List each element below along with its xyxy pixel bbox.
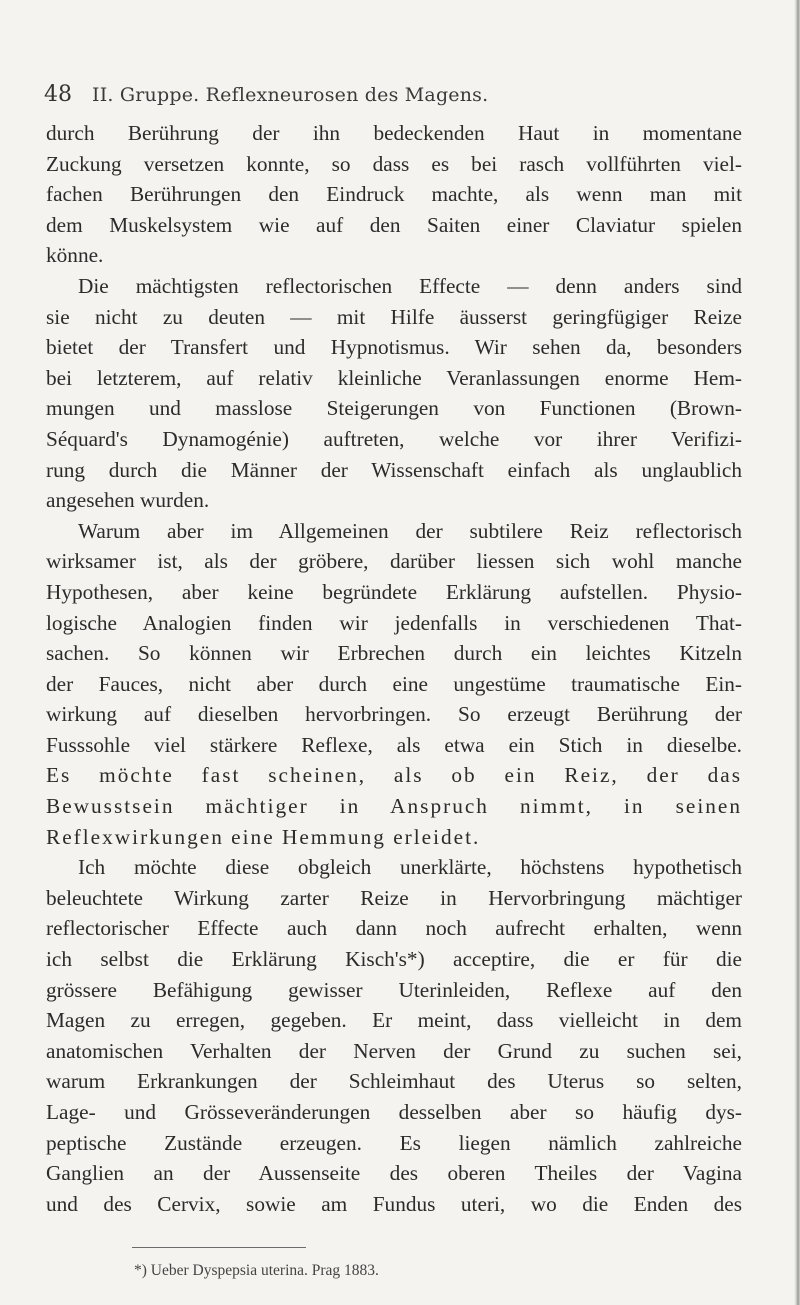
text-line: könne.: [46, 243, 104, 268]
text-line: peptische Zustände erzeugen. Es liegen nämlich zahlreiche: [46, 1130, 742, 1155]
text-line: durch Berührung der ihn bedeckenden Haut in momentane: [46, 121, 742, 145]
text-line: bietet der Transfert und Hypnotismus. Wir sehen da, besonders: [46, 335, 742, 360]
text-line: sachen. So können wir Erbrechen durch ein leichtes Kitzeln: [46, 641, 742, 666]
body-text: [46, 118, 742, 1219]
scan-page-edge: [794, 0, 800, 1305]
text-line: der Fauces, nicht aber durch eine ungestüme traumatische Ein-: [46, 671, 742, 696]
text-line: logische Analogien finden wir jedenfalls in verschiedenen That-: [46, 610, 742, 635]
text-line: Magen zu erregen, gegeben. Er meint, dass vielleicht in dem: [46, 1008, 742, 1033]
running-title: II. Gruppe. Reflexneurosen des Magens.: [92, 84, 489, 106]
text-line: wirksamer ist, als der gröbere, darüber liessen sich wohl manche: [46, 549, 742, 574]
text-line: Séquard's Dynamogénie) auftreten, welche vor ihrer Verifizi-: [46, 426, 742, 451]
text-line: Ich möchte diese obgleich unerklärte, höchstens hypothetisch: [78, 855, 742, 880]
text-line: warum Erkrankungen der Schleimhaut des Uterus so selten,: [46, 1069, 742, 1094]
text-line: ich selbst die Erklärung Kisch's*) acceptire, die er für die: [46, 947, 742, 972]
text-line: rung durch die Männer der Wissenschaft einfach als unglaublich: [46, 457, 742, 482]
footnote: *) Ueber Dyspepsia uterina. Prag 1883.: [134, 1262, 379, 1279]
page-number: 48: [44, 82, 72, 107]
text-line: Ganglien an der Aussenseite des oberen Theiles der Vagina: [46, 1161, 742, 1186]
text-line: Lage- und Grösseveränderungen desselben aber so häufig dys-: [46, 1100, 742, 1124]
text-line: Warum aber im Allgemeinen der subtilere Reiz reflectorisch: [78, 518, 742, 543]
text-line: sie nicht zu deuten — mit Hilfe äusserst geringfügiger Reize: [46, 304, 742, 329]
text-line: reflectorischer Effecte auch dann noch aufrecht erhalten, wenn: [46, 916, 742, 941]
text-line: bei letzterem, auf relativ kleinliche Veranlassungen enorme Hem-: [46, 365, 742, 390]
text-line: wirkung auf dieselben hervorbringen. So erzeugt Berührung der: [46, 702, 742, 727]
page-header: [44, 82, 744, 112]
text-line: grössere Befähigung gewisser Uterinleiden, Reflexe auf den: [46, 977, 742, 1002]
text-line: mungen und masslose Steigerungen von Functionen (Brown-: [46, 396, 742, 421]
text-line: Zuckung versetzen konnte, so dass es bei rasch vollführten viel-: [46, 151, 742, 176]
text-line: Reflexwirkungen eine Hemmung erleidet.: [46, 824, 481, 849]
text-line: dem Muskelsystem wie auf den Saiten einer Claviatur spielen: [46, 212, 742, 237]
text-line: beleuchtete Wirkung zarter Reize in Hervorbringung mächtiger: [46, 885, 742, 910]
text-line: fachen Berührungen den Eindruck machte, als wenn man mit: [46, 182, 742, 207]
text-line: anatomischen Verhalten der Nerven der Grund zu suchen sei,: [46, 1038, 742, 1063]
text-line: Bewusstsein mächtiger in Anspruch nimmt, in seinen: [46, 794, 742, 819]
text-line: angesehen wurden.: [46, 488, 210, 513]
text-line: Fusssohle viel stärkere Reflexe, als etwa ein Stich in dieselbe.: [46, 732, 742, 757]
text-line: Hypothesen, aber keine begründete Erklärung aufstellen. Physio-: [46, 579, 742, 604]
footnote-divider: [132, 1247, 306, 1248]
text-line: Die mächtigsten reflectorischen Effecte — denn anders sind: [78, 273, 742, 298]
text-line: Es möchte fast scheinen, als ob ein Reiz, der das: [46, 763, 742, 788]
text-line: und des Cervix, sowie am Fundus uteri, wo die Enden des: [46, 1191, 742, 1216]
